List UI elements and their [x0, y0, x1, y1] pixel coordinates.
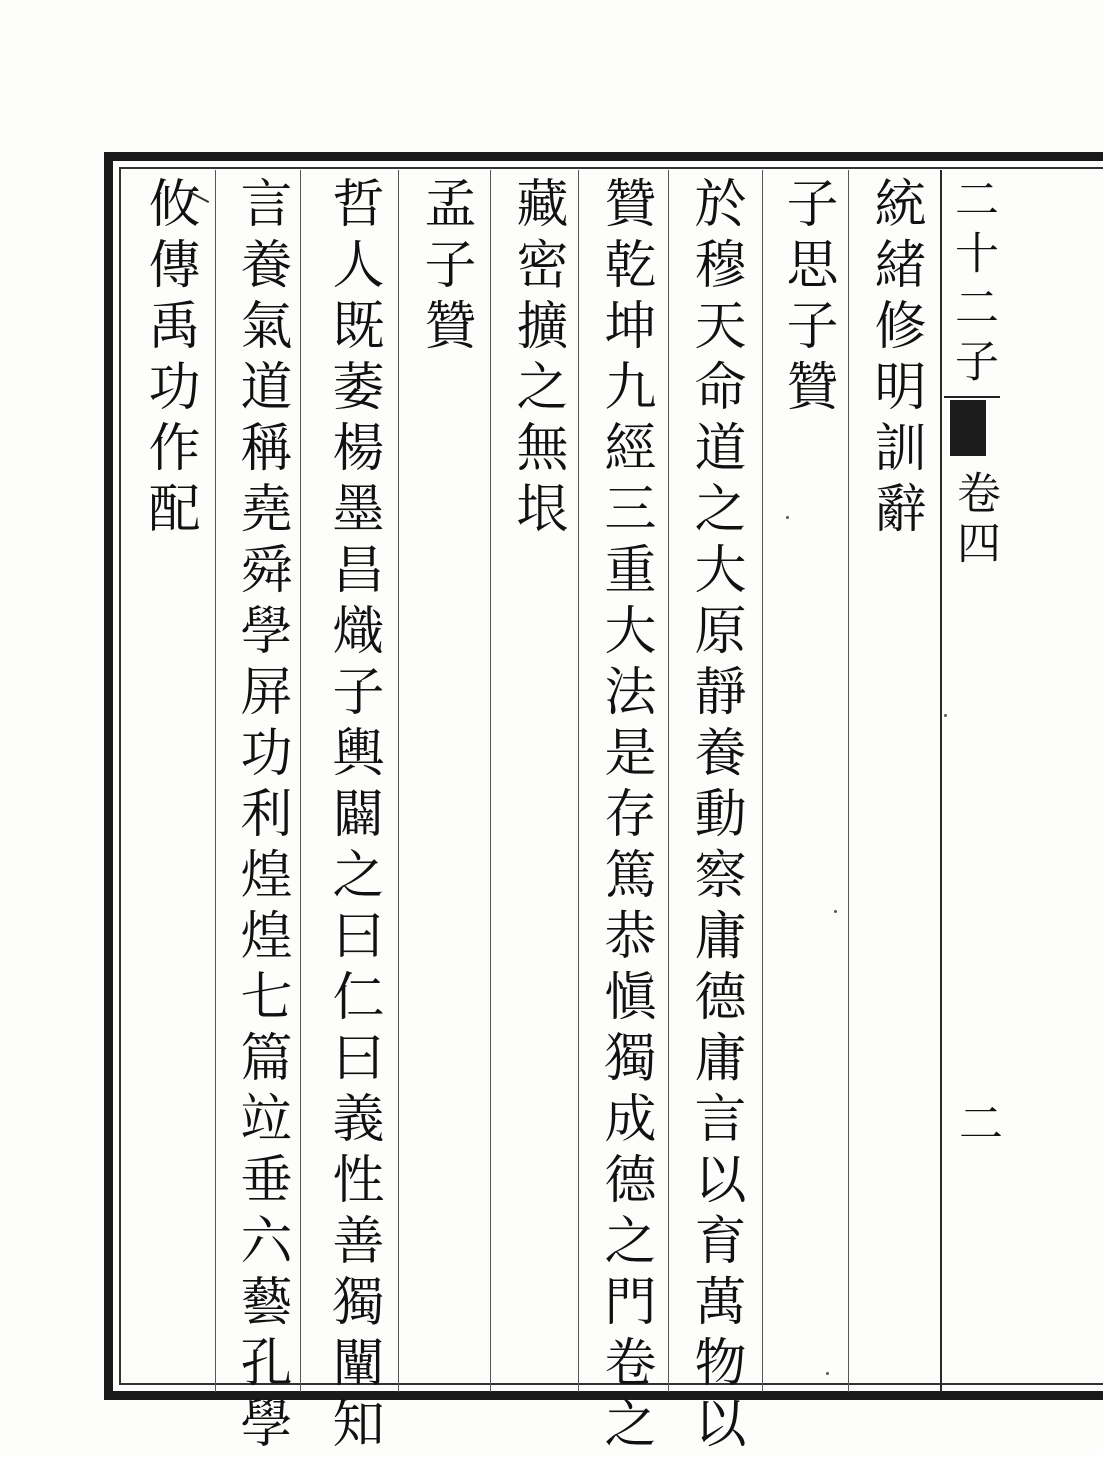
text-column-3: 於穆天命道之大原靜養動察庸德庸言以育萬物以 [685, 176, 745, 1457]
text-column-7: 哲人既萎楊墨昌熾子輿闢之曰仁曰義性善獨闡知 [323, 176, 383, 1457]
column-rule [578, 170, 579, 1392]
text-column-6: 孟子贊 [415, 176, 475, 359]
column-rule [940, 170, 942, 1392]
scan-speck [826, 1372, 829, 1375]
edge-black-fishtail [950, 400, 986, 456]
column-rule [215, 170, 216, 1392]
text-column-9: 攸傳禹功作配 [139, 176, 199, 542]
scan-speck [834, 910, 837, 913]
column-rule [490, 170, 491, 1392]
column-rule [848, 170, 849, 1392]
scan-speck [944, 714, 947, 717]
column-rule [398, 170, 399, 1392]
column-rule [668, 170, 669, 1392]
column-rule [300, 170, 301, 1392]
text-column-1: 統緒修明訓辭 [865, 176, 925, 542]
edge-banner-title: 二十二子 [947, 176, 998, 392]
text-column-5: 藏密擴之無垠 [507, 176, 567, 542]
text-column-2: 子思子贊 [777, 176, 837, 420]
scan-speck [786, 516, 789, 519]
edge-volume-label: 卷四 [949, 470, 1000, 570]
column-rule [762, 170, 763, 1392]
text-column-8: 言養氣道稱堯舜學屏功利煌煌七篇竝垂六藝孔學 [231, 176, 291, 1457]
edge-page-number: 二 [951, 1100, 1002, 1144]
text-column-4: 贊乾坤九經三重大法是存篤恭愼獨成德之門卷之 [595, 176, 655, 1457]
edge-divider [944, 396, 1000, 398]
